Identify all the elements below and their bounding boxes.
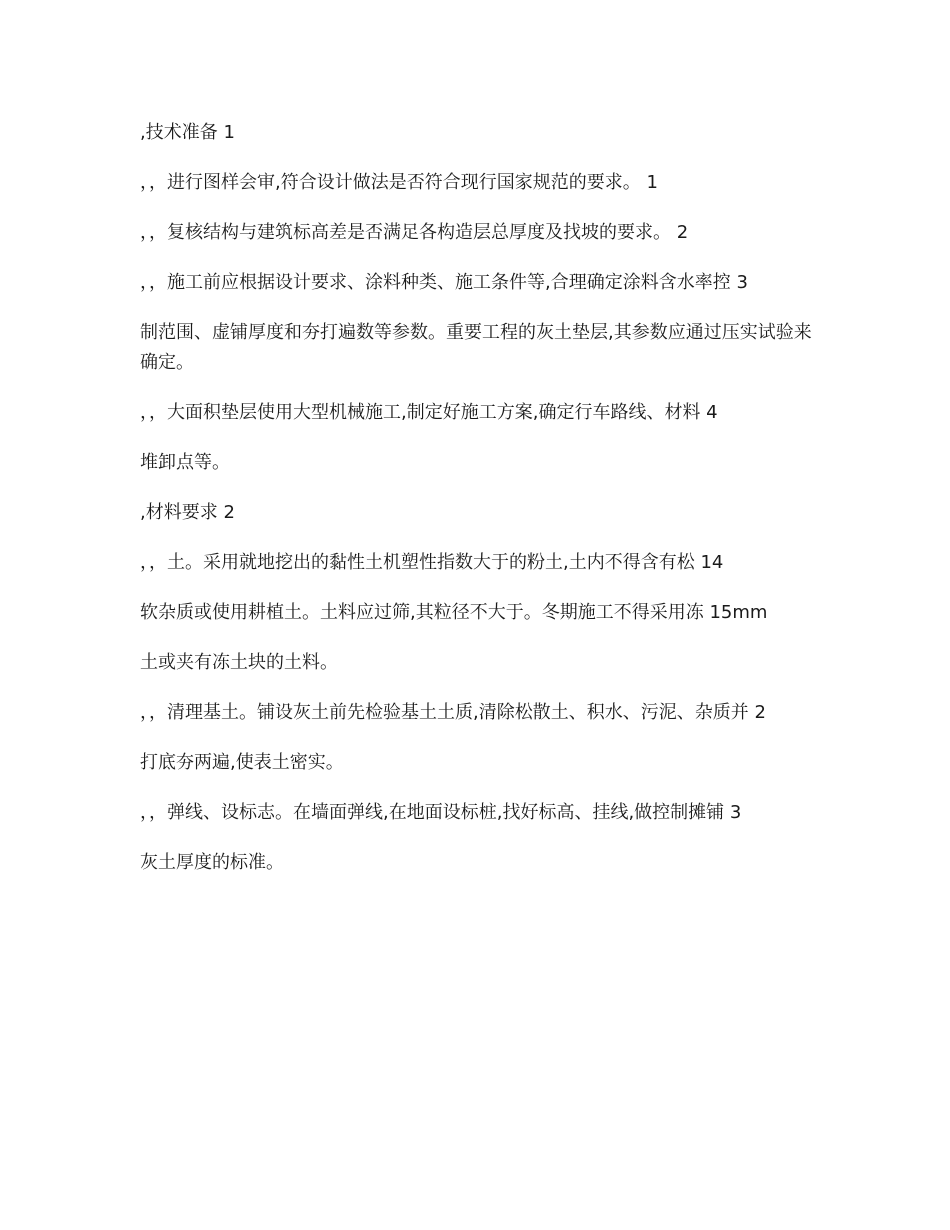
paragraph: 打底夯两遍,使表土密实。	[140, 752, 344, 773]
paragraph: 软杂质或使用耕植土。土料应过筛,其粒径不大于。冬期施工不得采用冻 15mm	[140, 602, 768, 623]
section-heading-technical-prep: ,技术准备 1	[140, 122, 235, 143]
paragraph: ，，进行图样会审,符合设计做法是否符合现行国家规范的要求。 1	[140, 172, 658, 193]
section-heading-material-req: ,材料要求 2	[140, 502, 235, 523]
paragraph: ，，土。采用就地挖出的黏性土机塑性指数大于的粉土,土内不得含有松 14	[140, 552, 724, 573]
paragraph: 堆卸点等。	[140, 452, 230, 473]
paragraph: 灰土厚度的标准。	[140, 852, 284, 873]
paragraph: ，，清理基土。铺设灰土前先检验基土土质,清除松散土、积水、污泥、杂质并 2	[140, 702, 766, 723]
paragraph: ，，复核结构与建筑标高差是否满足各构造层总厚度及找坡的要求。 2	[140, 222, 689, 243]
paragraph: 土或夹有冻土块的土料。	[140, 652, 338, 673]
document-body	[140, 118, 812, 898]
paragraph: ，，大面积垫层使用大型机械施工,制定好施工方案,确定行车路线、材料 4	[140, 402, 718, 423]
paragraph: 制范围、虚铺厚度和夯打遍数等参数。重要工程的灰土垫层,其参数应通过压实试验来确定。	[140, 322, 812, 373]
paragraph: ，，弹线、设标志。在墙面弹线,在地面设标桩,找好标高、挂线,做控制摊铺 3	[140, 802, 742, 823]
paragraph: ，，施工前应根据设计要求、涂料种类、施工条件等,合理确定涂料含水率控 3	[140, 272, 748, 293]
